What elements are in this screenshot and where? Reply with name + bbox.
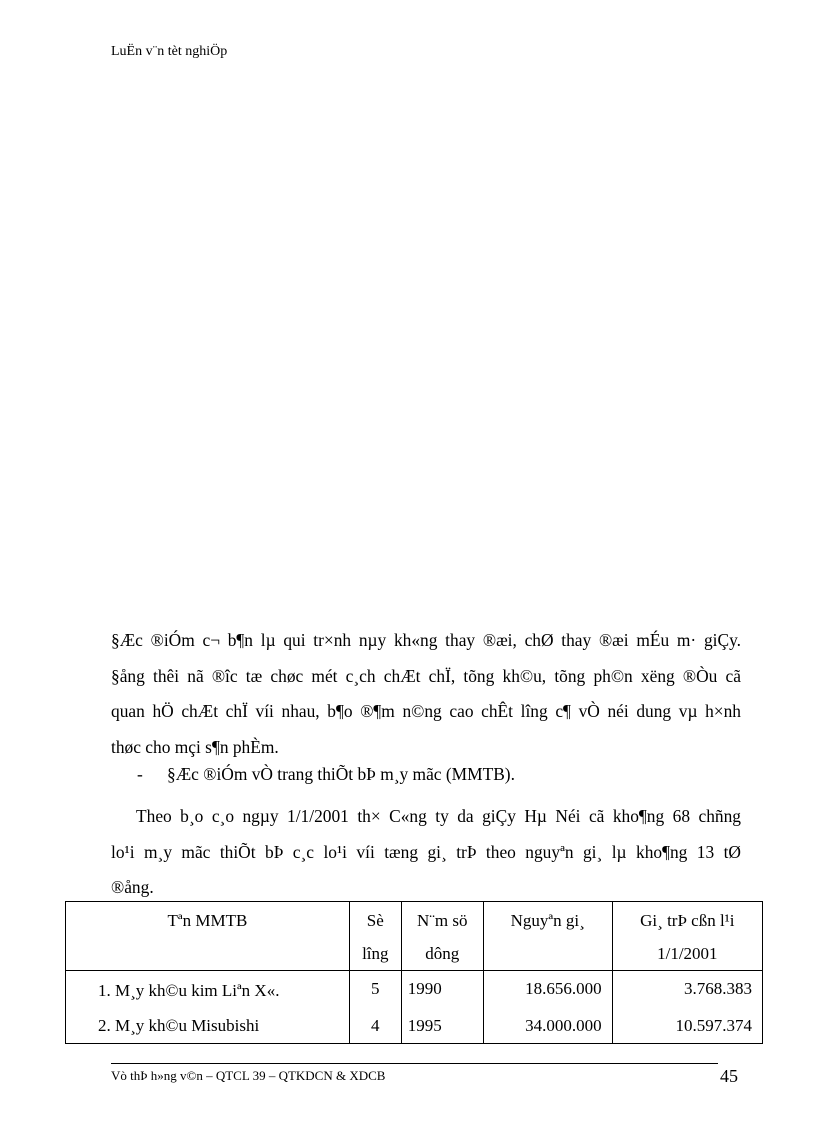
cell-name: 1. M¸y kh©u kim Liªn X«.	[66, 971, 350, 1009]
column-header-quantity	[349, 902, 401, 971]
cell-original-price: 18.656.000	[483, 971, 612, 1009]
header-line: N¨m sö	[416, 911, 468, 930]
bullet-text: §Æc ®iÓm vÒ trang thiÕt bÞ m¸y mãc (MMTB).	[167, 764, 515, 784]
paragraph-line: §Æc ®iÓm c¬ b¶n lµ qui tr×nh nµy kh«ng thay ®æi, chØ thay ®æi mÉu m· giÇy.	[111, 630, 741, 650]
paragraph-line: Theo b¸o c¸o ngµy 1/1/2001 th× C«ng ty da giÇy Hµ Néi cã kho¶ng 68 chñng	[136, 806, 741, 826]
table-row	[66, 971, 763, 1009]
cell-year: 1990	[401, 971, 483, 1009]
footer-author-text: Vò thÞ h»ng v©n – QTCL 39 – QTKDCN & XDCB	[111, 1068, 386, 1083]
cell-quantity: 4	[349, 1008, 401, 1044]
header-line: lîng	[362, 944, 389, 963]
equipment-table	[65, 901, 763, 1044]
header-line: Gi¸ trÞ cßn l¹i	[640, 911, 735, 930]
page-number: 45	[720, 1066, 738, 1086]
cell-remaining-value: 3.768.383	[612, 971, 762, 1009]
column-header-remaining-value	[612, 902, 762, 971]
table-header-row	[66, 902, 763, 971]
paragraph-line: §ång thêi nã ®îc tæ chøc mét c¸ch chÆt chÏ, tõng kh©u, tõng ph©n xëng ®Òu cã	[111, 665, 741, 686]
paragraph-production-process	[111, 623, 741, 765]
header-line: dông	[425, 944, 460, 963]
paragraph-line: thøc cho mçi s¶n phÈm.	[111, 736, 279, 757]
cell-original-price: 34.000.000	[483, 1008, 612, 1044]
cell-name: 2. M¸y kh©u Misubishi	[66, 1008, 350, 1044]
column-header-name: Tªn MMTB	[66, 902, 350, 971]
bullet-dash: -	[137, 764, 143, 784]
column-header-year	[401, 902, 483, 971]
paragraph-equipment-report	[111, 799, 741, 906]
cell-year: 1995	[401, 1008, 483, 1044]
column-header-original-price: Nguyªn gi¸	[483, 902, 612, 971]
paragraph-line: lo¹i m¸y mãc thiÕt bÞ c¸c lo¹i víi tæng gi¸ trÞ theo nguyªn gi¸ lµ kho¶ng 13 tØ	[111, 841, 741, 862]
header-line: Sè	[366, 911, 384, 930]
cell-remaining-value: 10.597.374	[612, 1008, 762, 1044]
cell-quantity: 5	[349, 971, 401, 1009]
page-header-title: LuËn v¨n tèt nghiÖp	[111, 44, 228, 59]
bullet-item-equipment	[137, 764, 515, 785]
table-row	[66, 1008, 763, 1044]
header-line: 1/1/2001	[657, 944, 718, 963]
paragraph-line: quan hÖ chÆt chÏ víi nhau, b¶o ®¶m n©ng cao chÊt lîng c¶ vÒ néi dung vµ h×nh	[111, 701, 741, 721]
footer-divider	[111, 1063, 718, 1064]
paragraph-line: ®ång.	[111, 877, 154, 897]
